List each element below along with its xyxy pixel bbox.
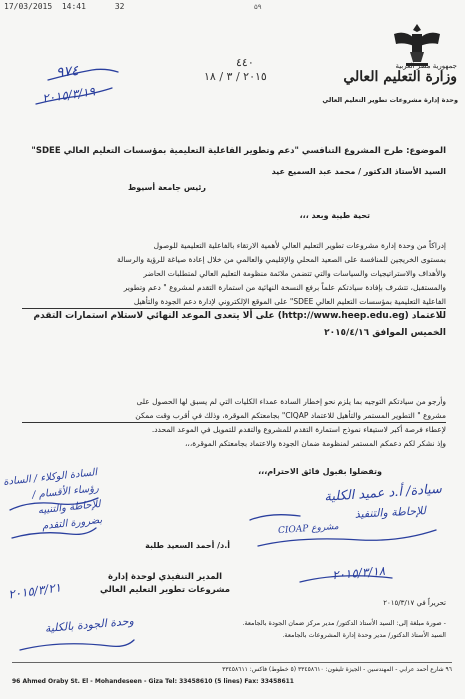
fax-date: 17/03/2015 — [4, 2, 53, 11]
footer-rule — [12, 662, 452, 663]
paragraph-1-line-6: للاعتماد (http://www.heep.edu.eg) على ألا يتعدى الموعد النهائي لاستلام استمارات التقدم — [33, 311, 446, 321]
page-mark: ۵۹ — [254, 3, 262, 11]
ministry-name: وزارة التعليم العالي — [343, 69, 457, 85]
handwritten-left-note: السادة الوكلاء / السادة رؤساء الأقسام / للإحاطة والتنبيه بضرورة التقدم — [2, 467, 103, 533]
signatory-name: أ.د/ أحمد السعيد طلبة — [145, 541, 230, 550]
handwritten-date: ٢٠١٥/٣/١٩ — [41, 84, 96, 106]
recipient-title: رئيس جامعة أسيوط — [127, 183, 207, 192]
signatory-title-2: مشروعات تطوير التعليم العالي — [99, 585, 231, 595]
reference-date: ٢٠١٥ / ٣ / ١٨ — [204, 70, 267, 83]
handwritten-left-date: ٢٠١٥/٣/٢١ — [7, 580, 62, 602]
cc-line-2: السيد الأستاذ الدكتور/ مدير وحدة إدارة المشروعات بالجامعة. — [282, 631, 446, 639]
eagle-emblem-icon — [390, 20, 444, 68]
footer-address-english: 96 Ahmed Oraby St. El - Mohandeseen - Giza Tel: 33458610 (5 lines) Fax: 33458611 — [12, 678, 294, 685]
fax-time: 14:41 — [61, 2, 86, 11]
letter-subject: الموضوع: طرح المشروع التنافسي "دعم وتطوير الفاعلية التعليمية بمؤسسات التعليم العالي SDEE" — [31, 146, 446, 156]
paragraph-1-line-3: والأهداف والاستراتيجيات والسياسات والتي تتضمن ملائمة منظومة التعليم العالي لمتطلبات الحاضر — [143, 269, 446, 278]
ministry-heading — [322, 62, 457, 84]
footer-address-arabic: ٩٦ شارع أحمد عرابي - المهندسين - الجيزة تليفون: ٣٣٤٥٨٦١٠ (٥ خطوط) فاكس: ٣٣٤٥٨٦١١ — [222, 666, 452, 673]
cc-line-1: - صورة مبلغة إلى: السيد الأستاذ الدكتور/ مدير مركز ضمان الجودة بالجامعة. — [242, 619, 446, 627]
letter-recipient: السيد الأستاذ الدكتور / محمد عبد السميع عيد — [271, 167, 446, 176]
handwritten-action-note: للإحاطة والتنفيذ — [354, 504, 427, 521]
deadline-date: الخميس الموافق ٢٠١٥/٤/١٦ — [324, 328, 446, 338]
handwritten-quality-unit: وحدة الجودة بالكلية — [44, 614, 135, 636]
fax-header — [4, 2, 124, 11]
closing: وتفضلوا بقبول فائق الاحترام،،، — [258, 467, 382, 476]
handwritten-dean-note: سيادة/ أ.د عميد الكلية — [323, 481, 443, 505]
greeting: تحية طيبة وبعد ،،، — [299, 211, 370, 220]
paragraph-2-line-2: مشروع " التطوير المستمر والتأهيل للاعتماد CIQAP" بجامعتكم الموقرة، وذلك في أقرب وقت ممكن — [22, 410, 446, 423]
paragraph-2-line-1: وأرجو من سيادتكم التوجيه بما يلزم نحو إخطار السادة عمداء الكليات التي لم يسبق لها الحصول على — [136, 397, 446, 406]
paragraph-1-line-2: بمستوى الخريجين للمنافسة على الصعيد المحلي والإقليمي والعالمي من خلال إعادة صياغة للرؤية والرسالة — [116, 255, 446, 264]
handwritten-number: ٩٧٤ — [55, 62, 80, 82]
handwritten-cioap-note: CIOAP مشروع — [277, 521, 340, 537]
reference-number: ٤٤٠ — [236, 56, 254, 69]
paragraph-2-line-3: لإعطاء فرصة أكبر لاستيفاء نموذج استمارة التقدم للمشروع والتقدم للتمويل في الموعد المحدد. — [151, 425, 446, 434]
signatory-title-1: المدير التنفيذي لوحدة إدارة — [107, 572, 223, 582]
written-on-date: تحريراً في ٢٠١٥/٣/١٧ — [383, 599, 446, 607]
handwritten-date-right: ٢٠١٥/٣/١٨ — [331, 563, 386, 583]
paragraph-1-line-4: والمستقبل، تتشرف بإفادة سيادتكم علماً برفع النسخة النهائية من استمارة التقدم لمشروع " دعم وتطوير — [123, 283, 446, 292]
paragraph-1-line-5: الفاعلية التعليمية بمؤسسات التعليم العالي SDEE" على الموقع الإلكتروني لإدارة دعم الجودة والتأهيل — [22, 296, 446, 309]
fax-page: 32 — [114, 2, 125, 11]
unit-name: وحدة إدارة مشروعات تطوير التعليم العالي — [322, 96, 458, 104]
paragraph-1-line-1: إدراكاً من وحدة إدارة مشروعات تطوير التعليم العالي لأهمية الارتقاء بالفاعلية التعليمية للوصول — [153, 241, 446, 250]
republic-name: جمهورية مصر العربية — [395, 62, 457, 70]
paragraph-2-line-4: وإذ نشكر لكم دعمكم المستمر لمنظومة ضمان الجودة والاعتماد بجامعتكم الموقرة،،، — [184, 439, 446, 448]
